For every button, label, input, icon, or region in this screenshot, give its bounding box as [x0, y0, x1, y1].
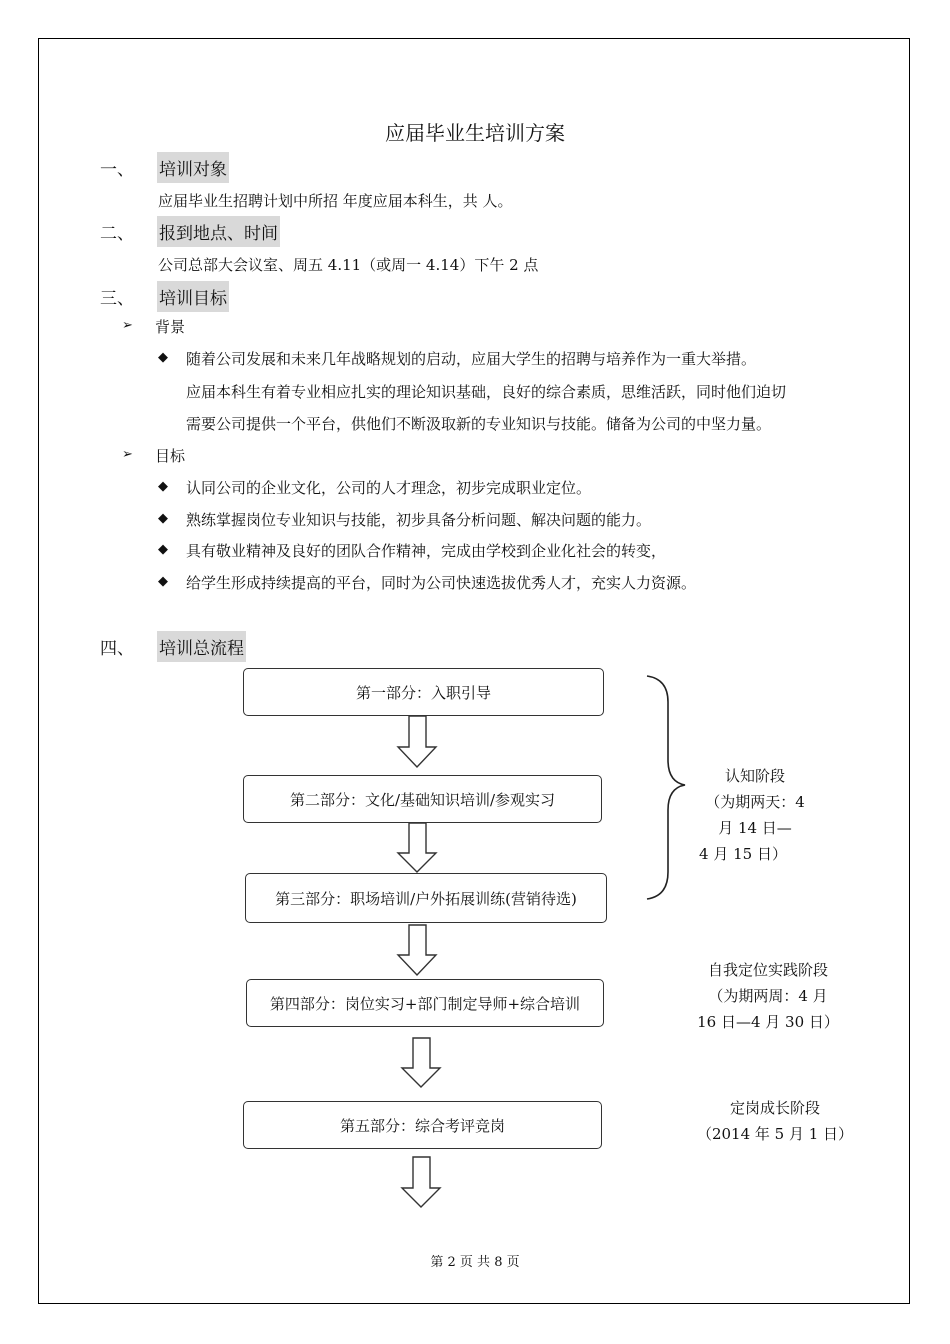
down-arrow-icon: [402, 1157, 440, 1207]
diamond-bullet-icon: ◆: [158, 511, 168, 526]
document-title: 应届毕业生培训方案: [385, 121, 565, 145]
section-3-heading: 培训目标: [157, 281, 229, 312]
goal-item-1: 认同公司的企业文化，公司的人才理念，初步完成职业定位。: [186, 479, 592, 497]
down-arrow-icon: [402, 1038, 440, 1087]
stage-3-note: [690, 1095, 860, 1147]
section-2-heading: 报到地点、时间: [157, 216, 280, 247]
flow-step-4: 第四部分：岗位实习+部门制定导师+综合培训: [246, 979, 604, 1027]
stage-2-note: [688, 957, 848, 1035]
stage-1-title: 认知阶段: [724, 767, 785, 785]
page-footer: 第 2 页 共 8 页: [430, 1255, 520, 1270]
stage-1-line-4: 4 月 15 日）: [699, 845, 787, 863]
goal-item-3: 具有敬业精神及良好的团队合作精神，完成由学校到企业化社会的转变，: [186, 542, 667, 560]
diamond-bullet-icon: ◆: [158, 574, 168, 589]
arrow-bullet-icon: ➢: [122, 447, 133, 462]
background-label: 背景: [155, 318, 186, 336]
section-2-number: 二、: [100, 224, 134, 244]
diamond-bullet-icon: ◆: [158, 350, 168, 365]
section-3-number: 三、: [100, 289, 134, 309]
section-4-heading: 培训总流程: [157, 631, 246, 662]
diamond-bullet-icon: ◆: [158, 542, 168, 557]
stage-1-line-2: （为期两天：4: [705, 793, 805, 811]
stage-2-title: 自我定位实践阶段: [707, 961, 828, 979]
section-1-text: 应届毕业生招聘计划中所招 年度应届本科生，共 人。: [158, 192, 513, 210]
section-1-number: 一、: [100, 160, 134, 180]
stage-1-line-3: 月 14 日—: [718, 819, 792, 837]
background-line-2: 应届本科生有着专业相应扎实的理论知识基础，良好的综合素质，思维活跃，同时他们迫切: [186, 383, 787, 401]
stage-3-line-2: （2014 年 5 月 1 日）: [696, 1125, 854, 1143]
background-line-3: 需要公司提供一个平台，供他们不断汲取新的专业知识与技能。储备为公司的中坚力量。: [186, 415, 772, 433]
flow-step-5: 第五部分：综合考评竞岗: [243, 1101, 602, 1149]
goal-label: 目标: [155, 447, 186, 465]
stage-2-line-3: 16 日—4 月 30 日）: [697, 1013, 839, 1031]
goal-item-2: 熟练掌握岗位专业知识与技能，初步具备分析问题、解决问题的能力。: [186, 511, 652, 529]
arrow-bullet-icon: ➢: [122, 318, 133, 333]
diamond-bullet-icon: ◆: [158, 479, 168, 494]
stage-2-line-2: （为期两周：4 月: [708, 987, 828, 1005]
section-2-text: 公司总部大会议室、周五 4.11（或周一 4.14）下午 2 点: [158, 256, 539, 274]
down-arrow-icon: [398, 925, 436, 975]
flow-step-1: 第一部分：入职引导: [243, 668, 604, 716]
down-arrow-icon: [398, 716, 436, 767]
section-1-heading: 培训对象: [157, 152, 229, 183]
down-arrow-icon: [398, 823, 436, 872]
background-line-1: 随着公司发展和未来几年战略规划的启动，应届大学生的招聘与培养作为一重大举措。: [186, 350, 757, 368]
flow-step-2: 第二部分：文化/基础知识培训/参观实习: [243, 775, 602, 823]
flow-step-3: 第三部分：职场培训/户外拓展训练(营销待选): [245, 873, 607, 923]
goal-item-4: 给学生形成持续提高的平台，同时为公司快速选拔优秀人才，充实人力资源。: [186, 574, 697, 592]
section-4-number: 四、: [100, 639, 134, 659]
stage-3-title: 定岗成长阶段: [729, 1099, 820, 1117]
stage-1-note: [690, 763, 820, 867]
